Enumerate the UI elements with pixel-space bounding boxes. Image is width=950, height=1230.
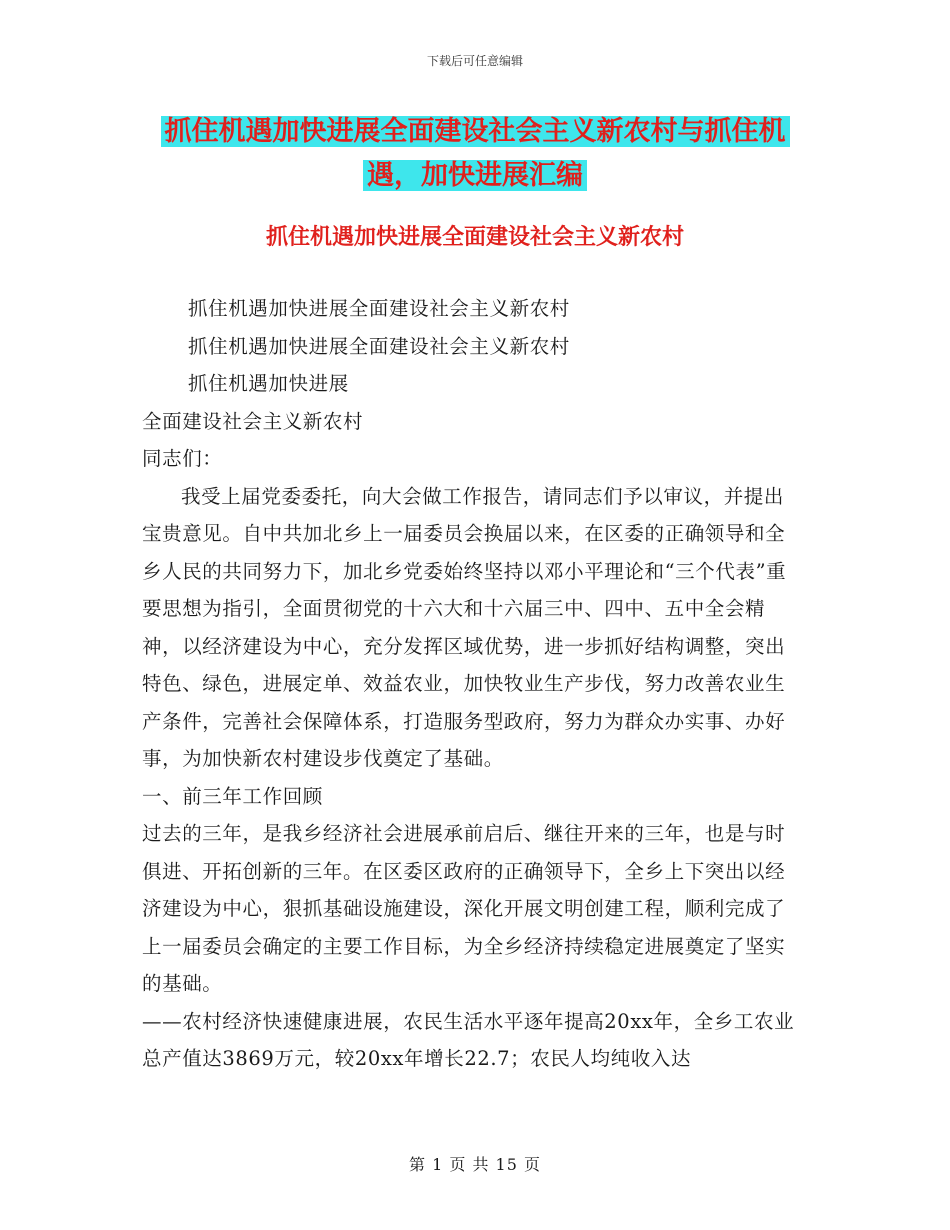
paragraph: 抓住机遇加快进展全面建设社会主义新农村 — [188, 297, 570, 320]
title-line-1: 抓住机遇加快进展全面建设社会主义新农村与抓住机 — [161, 116, 790, 147]
page-footer: 第 1 页 共 15 页 — [409, 1155, 541, 1174]
paragraph: 全面建设社会主义新农村 — [142, 409, 364, 433]
paragraph: 我受上届党委委托，向大会做工作报告，请同志们予以审议，并提出宝贵意见。自中共加北乡上一届委员会换届以来，在区委的正确领导和全乡人民的共同努力下，加北乡党委始终坚持以邓小平理论和“三个代表”重要思想为指引，全面贯彻党的十六大和十六届三中、四中、五中全会精神，以经济建设为中心，充分发挥区域优势，进一步抓好结构调整，突出特色、绿色，进展定单、效益农业，加快牧业生产步伐，努力改善农业生产条件，完善社会保障体系，打造服务型政府，努力为群众办实事、办好事，为加快新农村建设步伐奠定了基础。 — [142, 484, 787, 770]
paragraph: 抓住机遇加快进展全面建设社会主义新农村 — [188, 334, 570, 358]
paragraph: ——农村经济快速健康进展，农民生活水平逐年提高20xx年，全乡工农业总产值达3869万元，较20xx年增长22.7；农民人均纯收入达 — [142, 1009, 795, 1070]
paragraph: 抓住机遇加快进展 — [188, 372, 349, 395]
salutation: 同志们： — [142, 447, 223, 470]
header-note: 下载后可任意编辑 — [426, 54, 523, 68]
document-body — [142, 290, 802, 1078]
section-title: 抓住机遇加快进展全面建设社会主义新农村 — [265, 224, 684, 250]
document-title — [140, 110, 810, 198]
paragraph: 过去的三年，是我乡经济社会进展承前启后、继往开来的三年，也是与时俱进、开拓创新的三年。在区委区政府的正确领导下，全乡上下突出以经济建设为中心，狠抓基础设施建设，深化开展文明创建工程，顺利完成了上一届委员会确定的主要工作目标，为全乡经济持续稳定进展奠定了坚实的基础。 — [142, 822, 786, 995]
section-heading: 一、前三年工作回顾 — [142, 784, 323, 808]
title-line-2: 遇，加快进展汇编 — [363, 160, 587, 191]
